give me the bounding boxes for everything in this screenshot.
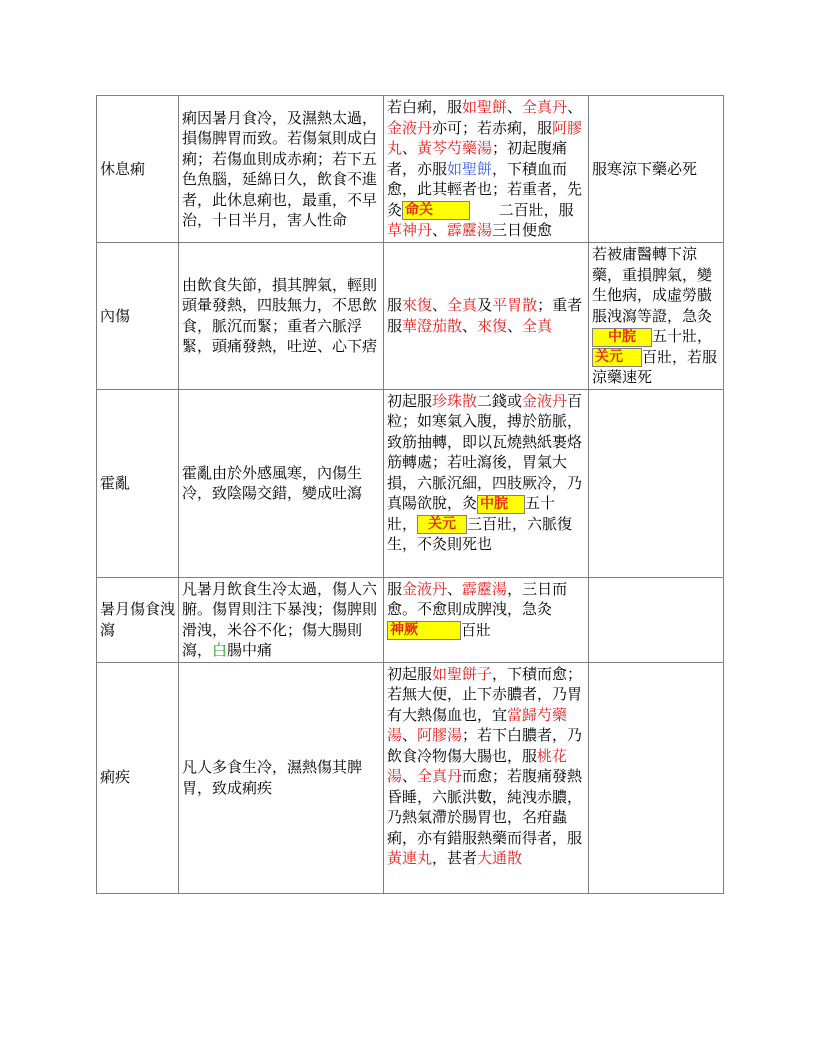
remedy-name: 如聖餅子 [432,664,493,683]
warning-text-segment: 五十壯， [652,327,713,345]
treatment-text-segment: 亦可；若赤痢，服 [432,118,553,137]
table-row [97,243,724,390]
remedy-name: 阿膠湯 [417,726,463,744]
treatment-text [384,662,589,893]
treatment-text-segment: 二百壯，服 [498,200,574,219]
cause-description: 痢因暑月食冷，及濕熱太過，損傷脾胃而致。若傷氣則成白痢；若傷血則成赤痢；若下五色魚腦，延綿日久，飲食不進者，此休息痢也，最重，不早治，十日半月，害人性命 [179,96,384,243]
cause-description [179,577,384,662]
cause-description: 凡人多食生冷，濕熱傷其脾胃，致成痢疾 [179,662,384,893]
treatment-text-segment: 服 [387,579,403,598]
cause-highlight: 白 [212,641,228,659]
treatment-text-segment: 三百壯，六脈復生，不灸則死也 [387,514,573,553]
table-row [97,389,724,577]
table-row [97,96,724,243]
treatment-text-segment: 、 [462,316,478,335]
remedy-name: 黃連丸 [387,849,433,867]
remedy-name: 金液丹 [402,579,448,598]
warning-note [589,577,724,662]
treatment-text [384,96,589,243]
warning-text-segment: 若被庸醫轉下涼藥，重損脾氣，變生他病，成虛勞臌脹洩瀉等證，急灸 [592,245,713,325]
treatment-text-segment: 服 [387,296,403,315]
treatment-text-segment: ；重者服 [387,296,583,335]
acupoint-highlight: 中脘 [477,495,525,514]
treatment-text-segment: ，下積而愈；若無大便，止下赤膿者，乃胃有大熱傷血也，宜 [387,664,583,724]
treatment-text-segment: 、 [432,221,448,239]
condition-name: 霍亂 [97,389,179,577]
remedy-table [96,95,724,894]
warning-note [589,662,724,893]
remedy-name: 黃芩芍藥湯 [417,139,493,157]
treatment-text-segment: 、 [402,726,418,744]
remedy-name: 華澄茄散 [402,316,463,335]
remedy-name: 金液丹 [522,391,568,410]
treatment-text-segment: 、 [447,579,463,598]
treatment-text-segment: ，下積血而愈，此其輕者也；若重者，先灸 [387,159,583,219]
remedy-name: 如聖餅 [462,98,508,116]
warning-note: 服寒涼下藥必死 [589,96,724,243]
treatment-text-segment: 而愈；若腹痛發熱昏睡，六脈洪數，純洩赤膿，乃熱氣滯於腸胃也，名疳蟲痢，亦有錯服熱藥而得者，服 [387,767,583,847]
treatment-text [384,577,589,662]
remedy-name: 珍珠散 [432,391,478,410]
remedy-name: 桃花湯 [387,746,568,785]
remedy-name: 來復 [402,296,433,315]
remedy-name: 平胃散 [492,296,538,315]
treatment-text-segment: 百壯 [461,620,492,639]
remedy-name: 金液丹 [387,118,433,137]
remedy-name: 全真丹 [522,98,568,116]
treatment-text-segment: 、 [402,767,418,785]
treatment-text-segment: 、 [567,98,583,116]
remedy-name: 霹靂湯 [447,221,493,239]
acupoint-highlight: 命关 [402,201,470,220]
cause-text-segment: 腸中痛 [227,641,273,659]
condition-name: 痢疾 [97,662,179,893]
acupoint-highlight: 关元 [592,348,642,367]
warning-note [589,389,724,577]
treatment-text [384,389,589,577]
remedy-name: 大通散 [477,849,523,867]
remedy-name: 來復 [477,316,508,335]
treatment-text-segment: 初起服 [387,664,433,683]
treatment-text-segment: 、 [432,296,448,315]
treatment-text-segment: 若白痢，服 [387,98,463,116]
cause-text-segment: 凡暑月飲食生冷太過，傷人六腑。傷胃則注下暴洩；傷脾則滑洩，米谷不化；傷大腸則瀉， [182,579,378,659]
acupoint-highlight: 神厥 [387,621,461,640]
treatment-text [384,243,589,390]
warning-text-segment: 百壯，若服涼藥速死 [592,347,718,386]
acupoint-highlight: 关元 [417,515,467,534]
treatment-text-segment: 五十壯， [387,494,556,533]
remedy-name: 霹靂湯 [462,579,508,598]
table-row [97,577,724,662]
treatment-text-segment: 、 [507,316,523,335]
remedy-name: 當歸芍藥湯 [387,705,568,744]
condition-name: 休息痢 [97,96,179,243]
treatment-text-segment: 、 [402,139,418,157]
treatment-text-segment: ，三日而愈。不愈則成脾洩，急灸 [387,579,568,618]
treatment-text-segment: 二錢或 [477,391,523,410]
condition-name: 內傷 [97,243,179,390]
condition-name: 暑月傷食洩瀉 [97,577,179,662]
treatment-text-segment: 百粒；如寒氣入腹，搏於筋脈，致筋抽轉，即以瓦燒熱紙裹烙筋轉處；若吐瀉後，胃氣大損，六脈沉細，四肢厥冷，乃真陽欲脫，灸 [387,391,583,512]
warning-note [589,243,724,390]
remedy-name: 阿膠丸 [387,118,583,157]
treatment-text-segment: ；若下白膿者，乃飲食冷物傷大腸也，服 [387,726,583,765]
treatment-text-segment: ；初起腹痛者，亦服 [387,139,568,178]
remedy-name: 如聖餅 [447,159,493,178]
treatment-text-segment: 三日便愈 [492,221,553,239]
remedy-name: 草神丹 [387,221,433,239]
treatment-text-segment: 初起服 [387,391,433,410]
remedy-name: 全真丹 [417,767,463,785]
treatment-text-segment: 、 [507,98,523,116]
remedy-name: 全真 [447,296,478,315]
treatment-text-segment: 及 [477,296,493,315]
table-row [97,662,724,893]
acupoint-highlight: 中脘 [592,328,652,347]
treatment-text-segment: ，甚者 [432,849,478,867]
cause-description: 由飲食失節，損其脾氣，輕則頭暈發熱，四肢無力，不思飲食，脈沉而緊；重者六脈浮緊，頭痛發熱，吐逆、心下痞 [179,243,384,390]
cause-description: 霍亂由於外感風寒，內傷生冷，致陰陽交錯，變成吐瀉 [179,389,384,577]
remedy-name: 全真 [522,316,553,335]
